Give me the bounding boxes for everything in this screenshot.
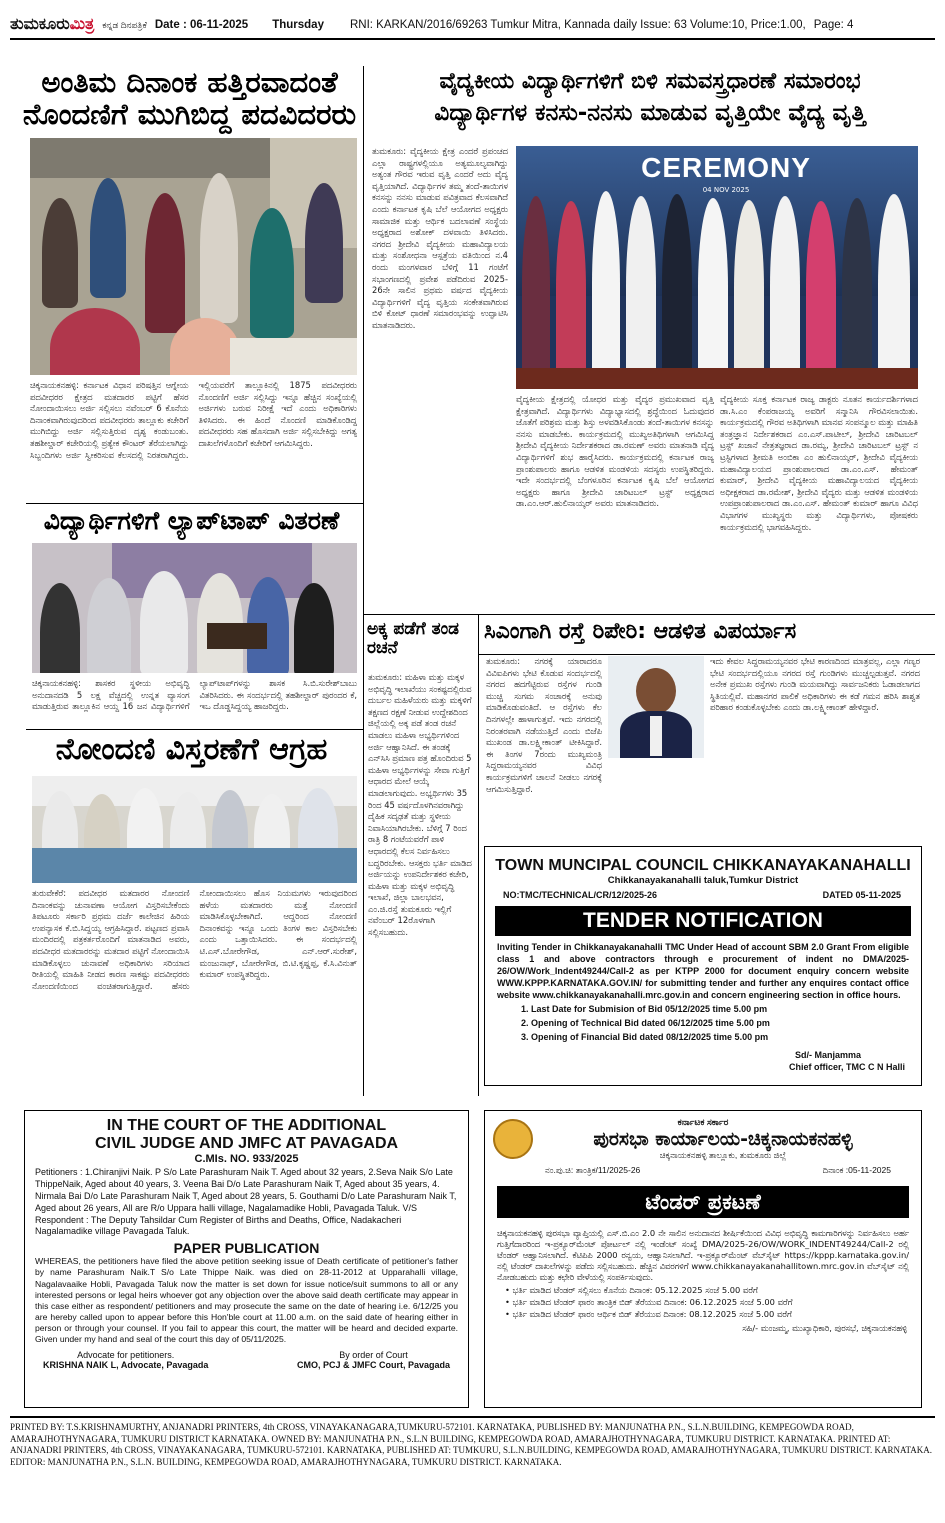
tender-en-body: Inviting Tender in Chikkanayakanahalli TMC Under Head of account SBM 2.0 Grant From eligible class 1 and above contractors through e procurement of indent no DMA/2025-26/OW/Work_Indent49244/Call-2 as per KTPP 2000 for document enquiry concern website WWW.KPPP.KARNATAKA.GOV.IN/ for submitting tender and further any enquires contact office website www.chikkanayakanahalli.mrc.gov.in and concern engineering section in office hours. [497,942,909,1000]
a6-portrait [608,656,704,758]
masthead [10,12,935,40]
tender-en-title: TOWN MUNCIPAL COUNCIL CHIKKANAYAKANAHALLI [495,857,911,874]
a5-headline: ಅಕ್ಕ ಪಡೆಗೆ ತಂಡ ರಚನೆ [367,620,459,659]
a4-photo [32,776,357,883]
a1-photo [30,138,357,375]
court-order-office: CMO, PCJ & JMFC Court, Pavagada [296,1359,450,1370]
court-publication-title: PAPER PUBLICATION [173,1240,320,1257]
tender-en-item: 3. Opening of Financial Bid dated 08/12/2025 time 5.00 pm [521,1032,769,1043]
paper-logo: ತುಮಕೂರುಮಿತ್ರ [10,16,95,33]
a1-body: ಚಿಕ್ಕನಾಯಕನಹಳ್ಳಿ: ಕರ್ನಾಟಕ ವಿಧಾನ ಪರಿಷತ್ತಿನ ಆಗ್ನೇಯ ಪದವೀಧರರ ಕ್ಷೇತ್ರದ ಮತದಾರರ ಪಟ್ಟಿಗೆ ಹೆಸರ ನೋಂದಾಯಿಸಲು ಅರ್ಜಿ ಸಲ್ಲಿಸಲು ನವೆಂಬರ್ 6 ಕೊನೆಯ ದಿನಾಂಕವಾಗಿರುವುದರಿಂದ ಪದವೀಧರರು ತಾಲ್ಲೂಕು ಕಚೇರಿಗೆ ಮುಗಿಬಿದ್ದು ಅರ್ಜಿ ಸಲ್ಲಿಸುತ್ತಿರುವ ದೃಶ್ಯ ಕಂಡುಬಂತು. ತಹಶೀಲ್ದಾರ್ ಕಚೇರಿಯಲ್ಲಿ ಪ್ರತ್ಯೇಕ ಕೌಂಟರ್ ತೆರೆಯಲಾಗಿದ್ದು ಸಿಬ್ಬಂದಿಗಳು ಅರ್ಜಿ ಸ್ವೀಕರಿಸುವ ಕೆಲಸದಲ್ಲಿ ನಿರತರಾಗಿದ್ದರು. ಇಲ್ಲಿಯವರೆಗೆ ತಾಲ್ಲೂಕಿನಲ್ಲಿ 1875 ಪದವೀಧರರು ನೊಂದಣಿಗೆ ಅರ್ಜಿ ಸಲ್ಲಿಸಿದ್ದು ಇನ್ನೂ ಹೆಚ್ಚಿನ ಸಂಖ್ಯೆಯಲ್ಲಿ ಅರ್ಜಿಗಳು ಬರುವ ನಿರೀಕ್ಷೆ ಇದೆ ಎಂದು ಅಧಿಕಾರಿಗಳು ತಿಳಿಸಿದರು. ಈ ಹಿಂದೆ ನೊಂದಣಿ ಮಾಡಿಕೊಂಡಿದ್ದ ಪದವೀಧರರು ಸಹ ಹೊಸದಾಗಿ ಅರ್ಜಿ ಸಲ್ಲಿಸಬೇಕಿದ್ದು ಅಗತ್ಯ ದಾಖಲೆಗಳೊಂದಿಗೆ ಕಚೇರಿಗೆ ಆಗಮಿಸಿದ್ದರು. [30,380,357,460]
a2-headline-1: ವೈದ್ಯಕೀಯ ವಿದ್ಯಾರ್ಥಿಗಳಿಗೆ ಬಿಳಿ ಸಮವಸ್ತ್ರಧಾರಣೆ ಸಮಾರಂಭ [439,70,861,94]
tender-kn-item: • ಭರ್ತಿ ಮಾಡಿದ ಟೆಂಡರ್ ಸಲ್ಲಿಸಲು ಕೊನೆಯ ದಿನಾಂಕ: 05.12.2025 ಸಂಜೆ 5.00 ವರೆಗೆ [505,1284,758,1295]
column-rule [478,614,479,1096]
court-parties: Petitioners : 1.Chiranjivi Naik. P S/o Late Parashuram Naik T. Aged about 32 years, 2.Seva Naik S/o Late ThippeNaik, Aged about 40 years, 3. Veena Bai D/o Late Parashuram Naik T, Aged about 35 years, 4. Nirmala Bai D/o Late Parashuram Naik T, Aged about 28 years, 5. Gouthami D/o Late Parashuram Naik T, Aged about 26 years, All are R/o Uppara halli village, Nagalamadike Hobli, Pavagada Taluk. V/S Respondent : The Deputy Tahsildar Cum Register of Births and Deaths, Office, Nadakacheri Nagalamadike village Pavagada Taluk. [35,1167,457,1237]
section-rule [26,729,363,730]
tender-notice-kannada [484,1110,922,1408]
a2-body-a: ತುಮಕೂರು: ವೈದ್ಯಕೀಯ ಕ್ಷೇತ್ರ ಎಂದರೆ ಪ್ರಪಂಚದ ಎಲ್ಲಾ ರಾಷ್ಟ್ರಗಳಲ್ಲಿಯೂ ಅತ್ಯಮೂಲ್ಯವಾಗಿದ್ದು ಅತ್ಯಂತ ಗೌರವ ಇರುವ ವೃತ್ತಿ ಎಂದರೆ ಅದು ವೈದ್ಯ ವೃತ್ತಿಯಾಗಿದೆ. ವಿದ್ಯಾರ್ಥಿಗಳ ತಮ್ಮ ತಂದೆ-ತಾಯಿಗಳ ಕನಸನ್ನು ನನಸು ಮಾಡುವ ಪವಿತ್ರವಾದ ಕೆಲಸವಾಗಿದೆ ಎಂದು ಕರ್ನಾಟಕ ಕೃಷಿ ಬೆಲೆ ಆಯೋಗದ ಅಧ್ಯಕ್ಷರು ಸಾಮಾಜಿಕ ಮತ್ತು ಆರ್ಥಿಕ ಬದಲಾವಣೆ ಸಂಸ್ಥೆಯ ಅಧ್ಯಕ್ಷರಾದ ಅಶೋಕ್ ದಳವಾಯಿ ತಿಳಿಸಿದರು. ನಗರದ ಶ್ರೀದೇವಿ ವೈದ್ಯಕೀಯ ಮಹಾವಿದ್ಯಾಲಯ ಮತ್ತು ಸಂಶೋಧನಾ ಆಸ್ಪತ್ರೆಯ ವತಿಯಿಂದ ನ.4 ರಂದು ಮಂಗಳವಾರ ಬೆಳಿಗ್ಗೆ 11 ಗಂಟೆಗೆ ಸಭಾಂಗಣದಲ್ಲಿ ಪ್ರವೇಶ ಪಡೆದಿರುವ 2025-26ನೇ ಸಾಲಿನ ಪ್ರಥಮ ವರ್ಷದ ವೈದ್ಯಕೀಯ ವಿದ್ಯಾರ್ಥಿಗಳಿಗೆ ವೈದ್ಯ ವೃತ್ತಿಯ ಸಂಕೇತವಾಗಿರುವ ಬಿಳಿ ಕೋಟ್ ಧಾರಣೆ ಸಮಾರಂಭವನ್ನು ಉದ್ಘಾಟಿಸಿ ಮಾತನಾಡಿದರು. [372,146,508,330]
imprint-footer: PRINTED BY: T.S.KRISHNAMURTHY, ANJANADRI PRINTERS, 4th CROSS, VINAYAKANAGARA,TUMKURU-572101. KARNATAKA, PUBLISHED BY: MANJUNATHA P.N., S.L.N.BUILDING, KEMPEGOWDA ROAD, AMARAJHOTHYNAGARA, TUMKURU DISTRICT KARNATAKA. OWNED BY: MANJUNATHA P.N., S.L.N BUILDING, KEMPEGOWDA ROAD, AMARAJHOTHYNAGARA, TUMKURU DISTRICT. KARNATAKA. PRINTED AT: ANJANADRI PRINTERS, 4th CROSS, VINAYAKANAGARA, TUMKURU-572101. KARNATAKA, PUBLISHED AT: TUMKURU, S.L.N.BUILDING, KEMPEGOWDA ROAD, AMARAJHOTHYNAGARA, TUMKURU DISTRICT. KARNATAKA. EDITOR: MANJUNATHA P.N., S.L.N. BUILDING, KEMPEGOWDA ROAD, AMARAJHOTHYNAGARA, TUMKURU DISTRICT. KARNATAKA. [10,1416,935,1476]
issue-date: Date : 06-11-2025 [154,19,249,31]
tender-kn-gov: ಕರ್ನಾಟಕ ಸರ್ಕಾರ [677,1117,729,1127]
court-advocate: Advocate for petitioners. [77,1349,175,1360]
a6-body-right: ಇದು ಕೇವಲ ಸಿದ್ದರಾಮಯ್ಯನವರ ಭೇಟಿ ಕಾರಣದಿಂದ ಮಾತ್ರವಲ್ಲ, ಎಲ್ಲಾ ಗಣ್ಯರ ಭೇಟಿ ಸಂದರ್ಭದಲ್ಲಿಯೂ ನಗರದ ರಸ್ತೆ ಗುಂಡಿಗಳು ಮುಚ್ಚಲ್ಪಡುತ್ತವೆ. ನಗರದ ಅನೇಕ ಪ್ರಮುಖ ರಸ್ತೆಗಳು ಗುಂಡಿ ಮಯವಾಗಿದ್ದು ಸಾರ್ವಜನಿಕರು ಓಡಾಡಲಾಗದ ಸ್ಥಿತಿಯಲ್ಲಿವೆ. ಮಹಾನಗರ ಪಾಲಿಕೆ ಅಧಿಕಾರಿಗಳು ಈ ಕಡೆ ಗಮನ ಹರಿಸಿ ಶಾಶ್ವತ ಪರಿಹಾರ ಕಂಡುಕೊಳ್ಳಬೇಕು ಎಂದು ಡಾ.ಲಕ್ಷ್ಮೀಕಾಂತ್ ಹೇಳಿದ್ದಾರೆ. [710,656,920,713]
a2-body-c: ವೈದ್ಯಕೀಯ ಸೂಕ್ತ ಕರ್ನಾಟಕ ರಾಜ್ಯ ಡಾಕ್ಟರು ನೂತನ ಕಾರ್ಯದರ್ಶಿಗಳಾದ ಡಾ.ಸಿ.ಎಂ ಕೆಂಪರಾಜಯ್ಯ ಅವರಿಗೆ ಸನ್ಮಾನಿಸಿ ಗೌರವಿಸಲಾಯಿತು. ಕಾರ್ಯಕ್ರಮದಲ್ಲಿ ಗೌರವ ಅತಿಥಿಗಳಾಗಿ ಮಾನವ ಸಂಪನ್ಮೂಲ ಮತ್ತು ಮಾಹಿತಿ ತಂತ್ರಜ್ಞಾನ ನಿರ್ದೇಶಕರಾದ ಎಂ.ಎಸ್.ಪಾಟೀಲ್, ಶ್ರೀದೇವಿ ಚಾರಿಟಬಲ್ ಟ್ರಸ್ಟ್ ಖಜಾನೆ ನೇತ್ರತಜ್ಞರಾದ ಡಾ.ರಮ್ಯ, ಶ್ರೀದೇವಿ ಚಾರಿಟಬಲ್ ಟ್ರಸ್ಟ್ ನ ಟ್ರಸ್ಟಿಗಳಾದ ಶ್ರೀಮತಿ ಅಂಬಿಕಾ ಎಂ ಹುಲಿನಾಯ್ಕರ್, ಶ್ರೀದೇವಿ ವೈದ್ಯಕೀಯ ಮಹಾವಿದ್ಯಾಲಯದ ಪ್ರಾಂಶುಪಾಲರಾದ ಡಾ.ಎಂ.ಎಸ್. ಹೇಮಂತ್ ಕುಮಾರ್, ಶ್ರೀದೇವಿ ವೈದ್ಯಕೀಯ ಮಹಾವಿದ್ಯಾಲಯದ ವೈದ್ಯಕೀಯ ಅಧೀಕ್ಷಕರಾದ ಡಾ.ರಮೇಶ್, ಶ್ರೀದೇವಿ ವೈದ್ಯರು ಮತ್ತು ಆಡಳಿತ ಮಂಡಳಿಯ ಉಪಪ್ರಾಂಶುಪಾಲರಾದ ಡಾ.ಎಂ.ಎಸ್. ಹೇಮಂತ್ ಕುಮಾರ್ ಹಾಗೂ ವಿವಿಧ ವಿಭಾಗಗಳ ಮುಖ್ಯಸ್ಥರು ಮತ್ತು ವಿದ್ಯಾರ್ಥಿಗಳು, ಪೋಷಕರು ಕಾರ್ಯಕ್ರಮದಲ್ಲಿ ಭಾಗವಹಿಸಿದ್ದರು. [720,394,918,532]
tender-kn-item: • ಭರ್ತಿ ಮಾಡಿದ ಟೆಂಡರ್ ಫಾರಂ ಆರ್ಥಿಕ ಬಿಡ್ ತೆರೆಯುವ ದಿನಾಂಕ: 08.12.2025 ಸಂಜೆ 5.00 ವರೆಗೆ [505,1308,792,1319]
section-rule [478,654,935,655]
karnataka-emblem-icon [493,1119,533,1159]
issue-info: RNI: KARKAN/2016/69263 Tumkur Mitra, Kannada daily Issue: 63 Volume:10, Price:1.00, [349,19,806,31]
court-advocate-name: KRISHNA NAIK L, Advocate, Pavagada [43,1359,209,1370]
column-rule [363,66,364,1096]
a2-photo-banner: CEREMONY [641,152,811,183]
a2-body-b: ವೈದ್ಯಕೀಯ ಕ್ಷೇತ್ರದಲ್ಲಿ ಯೋಧರ ಮತ್ತು ವೈದ್ಯರ ಪ್ರಮುಖವಾದ ವೃತ್ತಿ ಕ್ಷೇತ್ರವಾಗಿದೆ. ವಿದ್ಯಾರ್ಥಿಗಳು ವಿದ್ಯಾಭ್ಯಾಸದಲ್ಲಿ ಶ್ರದ್ಧೆಯಿಂದ ಓದುವುದರ ಜೊತೆಗೆ ಪರಿಶ್ರಮ ಮತ್ತು ಶಿಸ್ತು ಅಳವಡಿಸಿಕೊಂಡು ತಂದೆ-ತಾಯಿಗಳ ಕನಸನ್ನು ನನಸು ಮಾಡಬೇಕು. ಕಾರ್ಯಕ್ರಮದಲ್ಲಿ ಮುಖ್ಯಅತಿಥಿಗಳಾಗಿ ಆಗಮಿಸಿದ್ದ ಶ್ರೀದೇವಿ ವೈದ್ಯಕೀಯ ನಿರ್ದೇಶಕರಾದ ಡಾ.ರಮಣ್ ಅವರು ಮಾತನಾಡಿ ವೈದ್ಯ ವಿದ್ಯಾರ್ಥಿಗಳಿಗೆ ಶುಭ ಹಾರೈಸಿದರು. ಕಾರ್ಯಕ್ರಮದಲ್ಲಿ ಕರ್ನಾಟಕ ರಾಜ್ಯ ಪ್ರಾಂಶುಪಾಲರು ಹಾಗೂ ಆಡಳಿತ ಮಂಡಳಿಯ ಸದಸ್ಯರು ಉಪಸ್ಥಿತರಿದ್ದರು. ಇದೇ ಸಂದರ್ಭದಲ್ಲಿ ಬೆಂಗಳೂರಿನ ಕರ್ನಾಟಕ ಕೃಷಿ ಬೆಲೆ ಆಯೋಗದ ಅಧ್ಯಕ್ಷರು ಹಾಗೂ ಶ್ರೀದೇವಿ ಚಾರಿಟಬಲ್ ಟ್ರಸ್ಟ್ ಅಧ್ಯಕ್ಷರಾದ ಡಾ.ಎಂ.ಆರ್.ಹುಲಿನಾಯ್ಕರ್ ಅವರು ಮಾತನಾಡಿದರು. [516,394,714,509]
tender-kn-ref: ನಂ.ಪು.ಚಿ: ತಾಂತ್ರಿಕ/11/2025-26 [545,1165,641,1175]
tender-en-sub: Chikkanayakanahalli taluk,Tumkur District [607,875,799,886]
court-notice [24,1110,469,1408]
a3-photo [32,543,357,673]
a3-body: ಚಿಕ್ಕನಾಯಕನಹಳ್ಳಿ: ಶಾಸಕರ ಸ್ಥಳೀಯ ಅಭಿವೃದ್ಧಿ ಅನುದಾನದಡಿ 5 ಲಕ್ಷ ವೆಚ್ಚದಲ್ಲಿ ಉನ್ನತ ವ್ಯಾಸಂಗ ಮಾಡುತ್ತಿರುವ ತಾಲ್ಲೂಕಿನ ಆಯ್ದ 16 ಜನ ವಿದ್ಯಾರ್ಥಿಗಳಿಗೆ ಲ್ಯಾಪ್‌ಟಾಪ್‌ಗಳನ್ನು ಶಾಸಕ ಸಿ.ಬಿ.ಸುರೇಶ್‌ಬಾಬು ವಿತರಿಸಿದರು. ಈ ಸಂದರ್ಭದಲ್ಲಿ ತಹಶೀಲ್ದಾರ್ ಪುರಂದರ ಕೆ, ಇಒ ದೊಡ್ಡಸಿದ್ದಯ್ಯ ಹಾಜರಿದ್ದರು. [32,678,357,712]
issue-day: Thursday [272,19,324,31]
a5-body: ತುಮಕೂರು: ಮಹಿಳಾ ಮತ್ತು ಮಕ್ಕಳ ಅಭಿವೃದ್ಧಿ ಇಲಾಖೆಯು ಸಂಕಷ್ಟದಲ್ಲಿರುವ ದುರ್ಬಲ ಮಹಿಳೆಯರು ಮತ್ತು ಮಕ್ಕಳಿಗೆ ತಕ್ಷಣದ ರಕ್ಷಣೆ ನೀಡುವ ಉದ್ದೇಶದಿಂದ ಜಿಲ್ಲೆಯಲ್ಲಿ ಅಕ್ಕ ಪಡೆ ತಂಡ ರಚನೆ ಮಾಡಲು ಮಹಿಳಾ ಅಭ್ಯರ್ಥಿಗಳಿಂದ ಅರ್ಜಿ ಆಹ್ವಾನಿಸಿದೆ. ಈ ತಂಡಕ್ಕೆ ಎನ್‌ಸಿಸಿ ಪ್ರಮಾಣ ಪತ್ರ ಹೊಂದಿರುವ 5 ಮಹಿಳಾ ಅಭ್ಯರ್ಥಿಗಳನ್ನು ಸೇವಾ ಗುತ್ತಿಗೆ ಆಧಾರದ ಮೇಲೆ ಆಯ್ಕೆ ಮಾಡಲಾಗುವುದು. ಅಭ್ಯರ್ಥಿಗಳು 35 ರಿಂದ 45 ವರ್ಷದೊಳಗಿನವರಾಗಿದ್ದು ದೈಹಿಕ ಸದೃಢತೆ ಮತ್ತು ಸ್ಥಳೀಯ ನಿವಾಸಿಯಾಗಿರಬೇಕು. ಬೆಳಿಗ್ಗೆ 7 ರಿಂದ ರಾತ್ರಿ 8 ಗಂಟೆಯವರೆಗೆ ಪಾಳಿ ಆಧಾರದಲ್ಲಿ ಕೆಲಸ ನಿರ್ವಹಿಸಲು ಬದ್ಧರಿರಬೇಕು. ಆಸಕ್ತರು ಭರ್ತಿ ಮಾಡಿದ ಅರ್ಜಿಯನ್ನು ಉಪನಿರ್ದೇಶಕರ ಕಚೇರಿ, ಮಹಿಳಾ ಮತ್ತು ಮಕ್ಕಳ ಅಭಿವೃದ್ಧಿ ಇಲಾಖೆ, ಜಿಲ್ಲಾ ಬಾಲಭವನ, ಎಂ.ಜಿ.ರಸ್ತೆ ತುಮಕೂರು ಇಲ್ಲಿಗೆ ನವೆಂಬರ್ 12ರೊಳಗಾಗಿ ಸಲ್ಲಿಸಬಹುದು. [368,672,472,938]
tender-notice-english [484,846,922,1086]
tender-en-item: 1. Last Date for Submision of Bid 05/12/2025 time 5.00 pm [521,1004,768,1015]
a2-headline-2: ವಿದ್ಯಾರ್ಥಿಗಳ ಕನಸು-ನನಸು ಮಾಡುವ ವೃತ್ತಿಯೇ ವೈದ್ಯ ವೃತ್ತಿ [434,101,866,126]
tender-en-ref: NO:TMC/TECHNICAL/CR/12/2025-26 [503,890,658,900]
tender-en-sign: Chief officer, TMC C N Halli [788,1061,905,1072]
tender-en-sign: Sd/- Manjamma [794,1050,861,1060]
section-rule [363,614,935,615]
tender-kn-item: • ಭರ್ತಿ ಮಾಡಿದ ಟೆಂಡರ್ ಫಾರಂ ತಾಂತ್ರಿಕ ಬಿಡ್ ತೆರೆಯುವ ದಿನಾಂಕ: 06.12.2025 ಸಂಜೆ 5.00 ವರೆಗೆ [505,1296,793,1307]
page-number: Page: 4 [813,19,854,31]
a6-headline: ಸಿಎಂಗಾಗಿ ರಸ್ತೆ ರಿಪೇರಿ: ಆಡಳಿತ ವಿಪರ್ಯಾಸ [484,620,797,644]
a1-headline: ಅಂತಿಮ ದಿನಾಂಕ ಹತ್ತಿರವಾದಂತೆ ನೊಂದಣಿಗೆ ಮುಗಿಬಿದ್ದ ಪದವಿದರರು [22,66,357,132]
tender-en-item: 2. Opening of Technical Bid dated 06/12/2025 time 5.00 pm [521,1018,770,1029]
a2-photo [516,146,918,389]
a4-body: ತುರುವೇಕೆರೆ: ಪದವೀಧರ ಮತದಾರರ ನೋಂದಣಿ ದಿನಾಂಕವನ್ನು ಚುನಾವಣಾ ಆಯೋಗ ವಿಸ್ತರಿಸಬೇಕೆಂದು ತಿಪಟೂರು ಸರ್ಕಾರಿ ಪ್ರಥಮ ದರ್ಜೆ ಕಾಲೇಜಿನ ಹಿರಿಯ ಉಪನ್ಯಾಸಕ ಕೆ.ಬಿ.ಸಿದ್ದಯ್ಯ ಆಗ್ರಹಿಸಿದ್ದಾರೆ. ಪಟ್ಟಣದ ಪ್ರವಾಸಿ ಮಂದಿರದಲ್ಲಿ ಪತ್ರಕರ್ತರೊಂದಿಗೆ ಮಾತನಾಡಿದ ಅವರು, ಪದವೀಧರ ಮತದಾರರನ್ನು ಮತದಾರ ಪಟ್ಟಿಗೆ ನೋಂದಾಯಿಸಿ ಮಾಡಿಕೊಳ್ಳಲು ಚುನಾವಣೆ ಅಧಿಕಾರಿಗಳು ಸರಿಯಾದ ರೀತಿಯಲ್ಲಿ ಮಾಹಿತಿ ನೀಡದ ಕಾರಣ ಸಾಕಷ್ಟು ಪದವೀಧರರು ನೋಂದಣಿಯಿಂದ ವಂಚಿತರಾಗುತ್ತಿದ್ದಾರೆ. ಹೆಸರು ನೋಂದಾಯಿಸಲು ಹೊಸ ನಿಯಮಗಳು ಇರುವುದರಿಂದ ಹಳೆಯ ಮತದಾರರು ಮತ್ತೆ ನೋಂದಣಿ ಮಾಡಿಸಿಕೊಳ್ಳಬೇಕಾಗಿದೆ. ಆದ್ದರಿಂದ ನೋಂದಣಿ ದಿನಾಂಕವನ್ನು ಇನ್ನೂ ಒಂದು ತಿಂಗಳ ಕಾಲ ವಿಸ್ತರಿಸಬೇಕು ಎಂದು ಒತ್ತಾಯಿಸಿದರು. ಈ ಸಂದರ್ಭದಲ್ಲಿ ಟಿ.ಎಸ್.ಬೋರೇಗೌಡ, ಎನ್.ಆರ್.ಸುರೇಶ್, ಮಂಜುನಾಥ್, ಬೋರೇಗೌಡ, ಬಿ.ಟಿ.ಕೃಷ್ಣಪ್ಪ, ಕೆ.ಸಿ.ವಿನುತ್ ಕುಮಾರ್ ಉಪಸ್ಥಿತರಿದ್ದರು. [32,888,357,991]
a2-photo-date: 04 NOV 2025 [702,186,750,194]
court-title-1: IN THE COURT OF THE ADDITIONAL [106,1117,387,1134]
a6-body-left: ತುಮಕೂರು: ನಗರಕ್ಕೆ ಯಾರಾದರೂ ವಿವಿಐಪಿಗಳು ಭೇಟಿ ಕೊಡುವ ಸಂದರ್ಭದಲ್ಲಿ ನಗರದ ಹದಗೆಟ್ಟಿರುವ ರಸ್ತೆಗಳ ಗುಂಡಿ ಮುಚ್ಚಿ ಸುಗಮ ಸಂಚಾರಕ್ಕೆ ಅನುವು ಮಾಡಿಕೊಡುವಂತಿದೆ. ಆ ರಸ್ತೆಗಳು ಕೆಲ ದಿನಗಳಲ್ಲೇ ಹಾಳಾಗುತ್ತವೆ. ಇದು ನಗರದಲ್ಲಿ ನಿರಂತರವಾಗಿ ನಡೆಯುತ್ತಿದೆ ಎಂದು ಬಿಜೆಪಿ ಮುಖಂಡ ಡಾ.ಲಕ್ಷ್ಮೀಕಾಂತ್ ಟೀಕಿಸಿದ್ದಾರೆ. ಈ ತಿಂಗಳ 7ರಂದು ಮುಖ್ಯಮಂತ್ರಿ ಸಿದ್ದರಾಮಯ್ಯನವರ ವಿವಿಧ ಕಾರ್ಯಕ್ರಮಗಳಿಗೆ ಚಾಲನೆ ನೀಡಲು ನಗರಕ್ಕೆ ಆಗಮಿಸುತ್ತಿದ್ದಾರೆ. [486,656,602,794]
tender-en-banner: TENDER NOTIFICATION [495,906,911,936]
section-rule [26,503,363,504]
tender-kn-banner: ಟೆಂಡರ್ ಪ್ರಕಟಣೆ [497,1186,909,1218]
tender-kn-date: ದಿನಾಂಕ :05-11-2025 [822,1165,891,1175]
a3-headline: ವಿದ್ಯಾರ್ಥಿಗಳಿಗೆ ಲ್ಯಾಪ್‌ಟಾಪ್ ವಿತರಣೆ [43,507,340,535]
court-case-no: C.MIs. NO. 933/2025 [194,1153,299,1165]
tender-kn-sign: ಸಹಿ/- ಮಂಜಮ್ಮ, ಮುಖ್ಯಾಧಿಕಾರಿ, ಪುರಸಭೆ, ಚಿಕ್ಕನಾಯಕನಹಳ್ಳಿ [742,1322,907,1333]
tender-kn-title: ಪುರಸಭಾ ಕಾರ್ಯಾಲಯ-ಚಿಕ್ಕನಾಯಕನಹಳ್ಳಿ [593,1128,853,1150]
court-body: WHEREAS, the petitioners have filed the above petition seeking issue of Death certificate of petitioner's father by name Parashuram Naik.T S/o Late Thippe Naik. was died on 28-11-2012 at Upparahalli village, Nagalavaaike Hobli, Pavagada Taluk now the matter is set down for issue notice/suit summons to all or any interested persons or legal heirs whoever got any objection over the above said death certificate may appear in this case either as respondent/ petitioners and may prosecute the same on the date of hearing i.e. 6/12/25 you are hereby called upon to appear before this Hon'ble court at 11.00 a.m. on the said date of hearing either in person or through your counsel. If you fail to appear this court, the matter will be heard and decided exparte. Given under my hand and seal of the court this day of 05/11/2025. [35,1256,458,1345]
tender-en-dated: DATED 05-11-2025 [822,890,901,900]
court-title-2: CIVIL JUDGE AND JMFC AT PAVAGADA [94,1135,399,1152]
court-order: By order of Court [339,1349,408,1360]
tender-kn-sub: ಚಿಕ್ಕನಾಯಕನಹಳ್ಳಿ ತಾಲ್ಲೂಕು, ತುಮಕೂರು ಜಿಲ್ಲೆ [659,1150,787,1160]
tender-kn-body: ಚಿಕ್ಕನಾಯಕನಹಳ್ಳಿ ಪುರಸಭಾ ವ್ಯಾಪ್ತಿಯಲ್ಲಿ ಎಸ್.ಬಿ.ಎಂ 2.0 ನೇ ಸಾಲಿನ ಅನುದಾನದ ಶೀರ್ಷಿಕೆಯಿಂದ ವಿವಿಧ ಅಭಿವೃದ್ಧಿ ಕಾಮಗಾರಿಗಳನ್ನು ನಿರ್ವಹಿಸಲು ಅರ್ಹ ಗುತ್ತಿಗೆದಾರರಿಂದ ಇ-ಪ್ರಕ್ಯೂರ್‌ಮೆಂಟ್ ಪೋರ್ಟಲ್ ನಲ್ಲಿ ಇಂಡೆಂಟ್ ಸಂಖ್ಯೆ DMA/2025-26/OW/WORK_INDENT49244/Call-2 ರಲ್ಲಿ ಟೆಂಡರ್ ಆಹ್ವಾನಿಸಲಾಗಿದೆ. ಕೆಟಿಪಿಪಿ 2000 ರನ್ವಯ, ಆಹ್ವಾನಿಸಲಾಗಿದೆ. ಇ-ಪ್ರಕ್ಯೂರ್‌ಮೆಂಟ್ ವೆಬ್‌ಸೈಟ್ https://kppp.karnataka.gov.in/ ನಲ್ಲಿ ಟೆಂಡರ್ ದಾಖಲೆಗಳನ್ನು ಪಡೆದು ಸಲ್ಲಿಸಬಹುದು. ಹೆಚ್ಚಿನ ವಿವರಗಳಿಗೆ www.chikkanayakanahallitown.mrc.gov.in ವೆಬ್‌ಸೈಟ್ ನಲ್ಲಿ ನೋಡಬಹುದು ಮತ್ತು ಕಛೇರಿ ವೇಳೆಯಲ್ಲಿ ಸಂಪರ್ಕಿಸುವುದು. [497,1228,909,1282]
paper-subtitle: ಕನ್ನಡ ದಿನಪತ್ರಿಕೆ [102,19,147,30]
a4-headline: ನೋಂದಣಿ ವಿಸ್ತರಣೆಗೆ ಆಗ್ರಹ [55,733,328,767]
